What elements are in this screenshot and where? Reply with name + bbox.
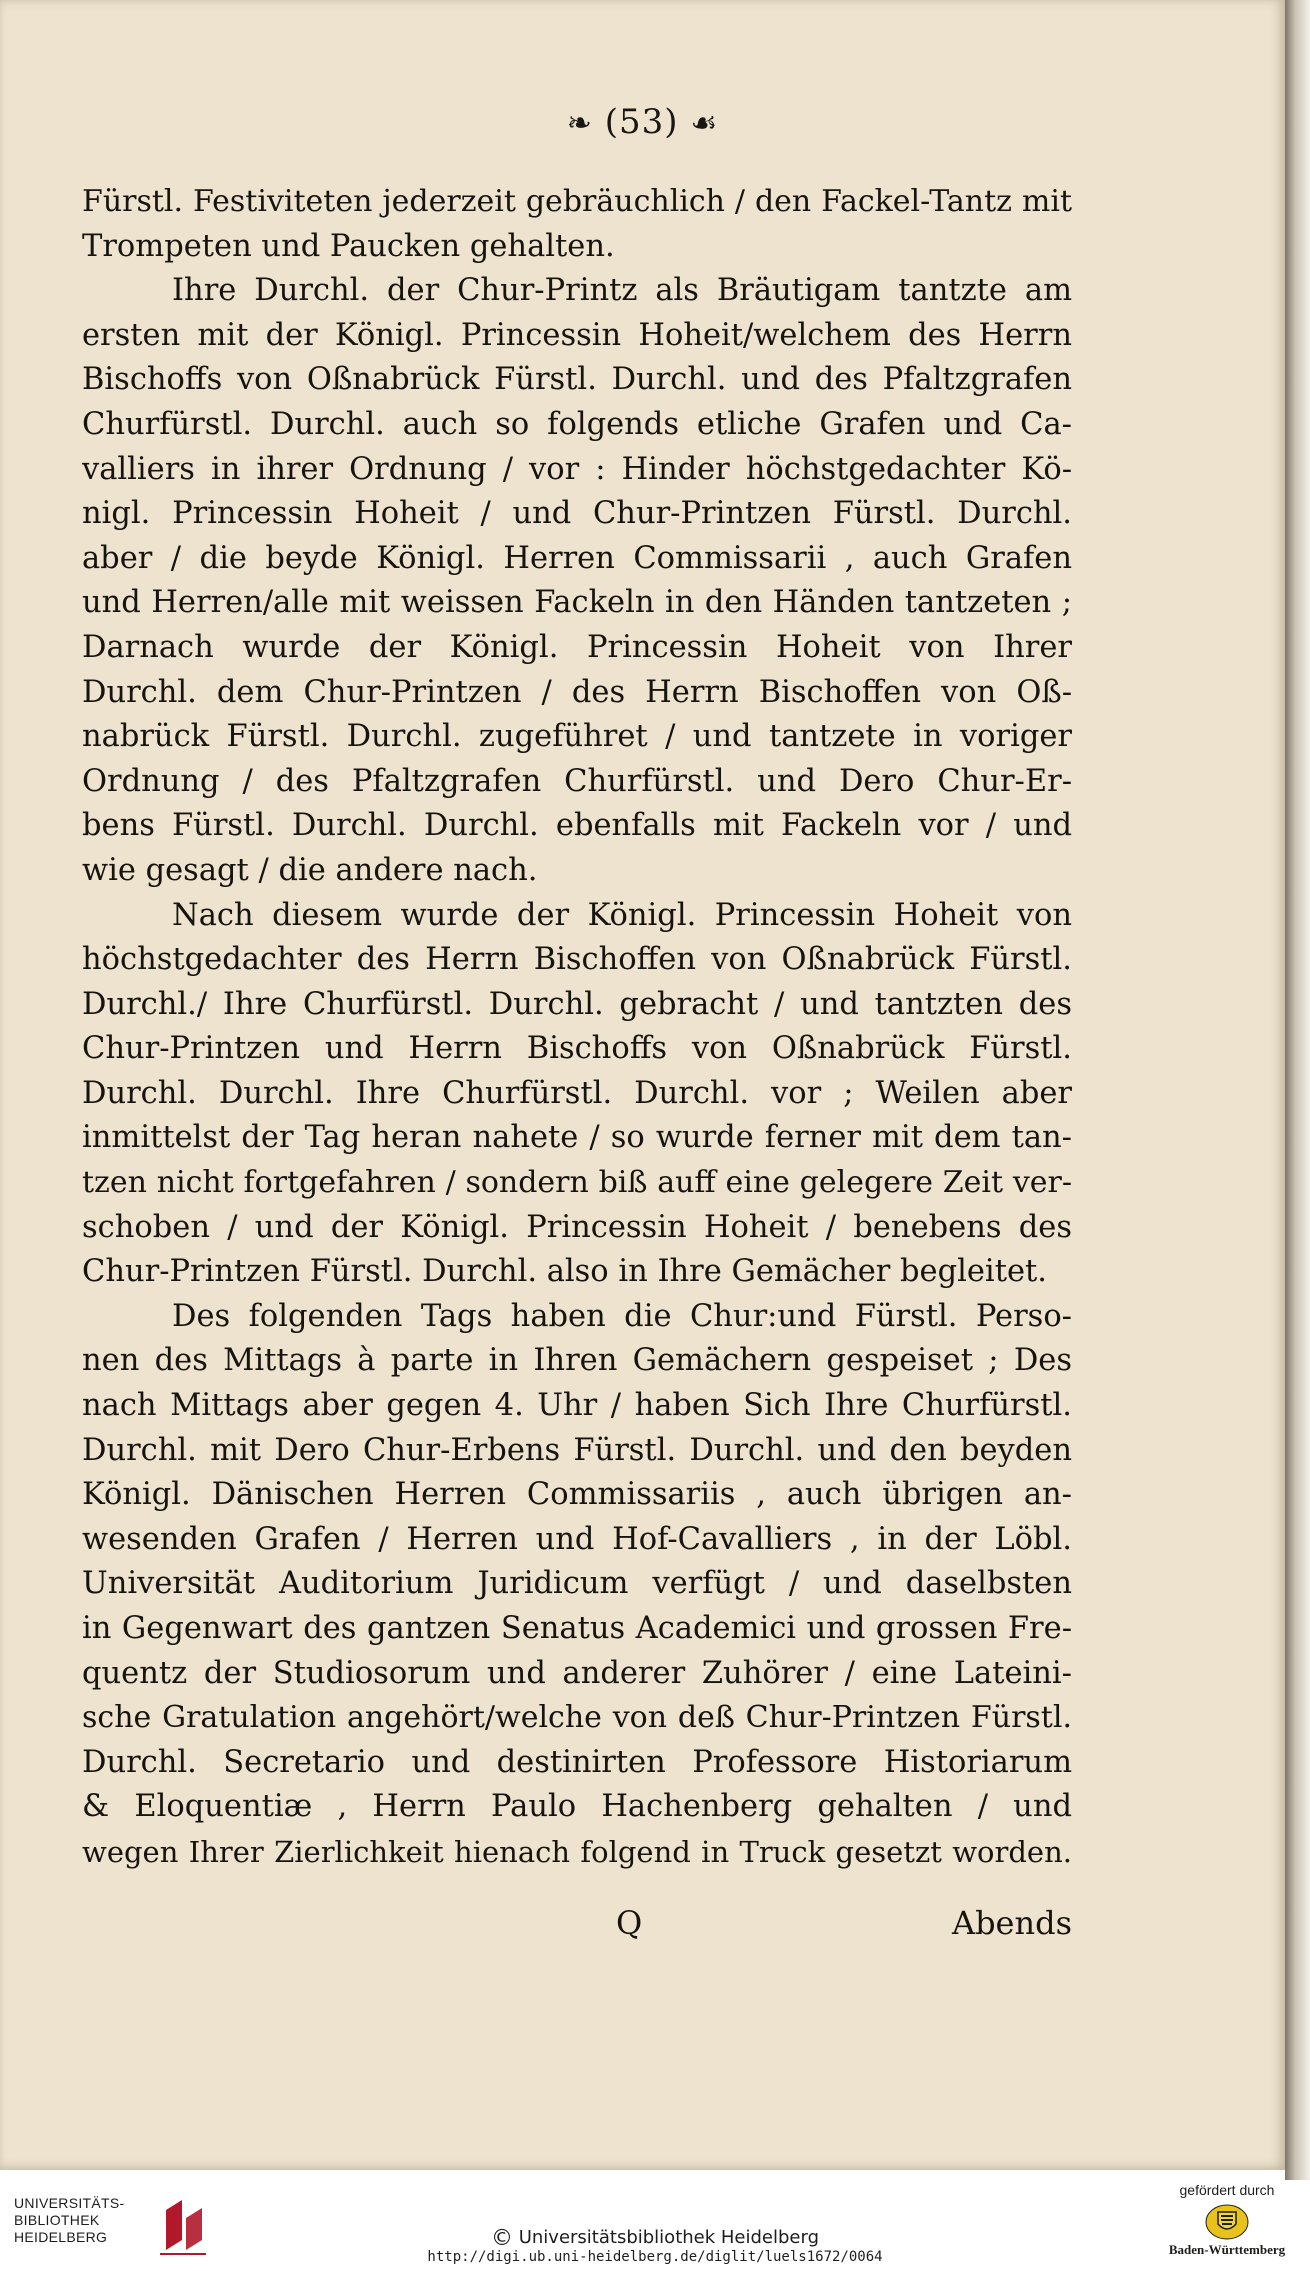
text-line: Des folgenden Tags haben die Chur:und Fürstl. Perso- bbox=[172, 1298, 1072, 1334]
permalink-url[interactable]: http://digi.ub.uni-heidelberg.de/diglit/luels1672/0064 bbox=[427, 2249, 883, 2265]
text-line: aber / die beyde Königl. Herren Commissarii , auch Grafen bbox=[82, 540, 1072, 576]
page-header bbox=[0, 102, 1285, 142]
text-line: ersten mit der Königl. Princessin Hoheit/welchem des Herrn bbox=[82, 317, 1072, 353]
text-line: nach Mittags aber gegen 4. Uhr / haben Sich Ihre Churfürstl. bbox=[82, 1388, 1072, 1424]
catchline bbox=[82, 1904, 1072, 1950]
text-line: Bischoffs von Oßnabrück Fürstl. Durchl. und des Pfaltzgrafen bbox=[82, 362, 1072, 398]
text-line: nen des Mittags à parte in Ihren Gemächern gespeiset ; Des bbox=[82, 1343, 1072, 1379]
text-line: Churfürstl. Durchl. auch so folgends etliche Grafen und Ca- bbox=[82, 406, 1072, 442]
state-coat-of-arms-icon bbox=[1205, 2204, 1249, 2240]
left-ornament-icon: ❧ bbox=[566, 106, 593, 141]
text-line: Ihre Durchl. der Chur-Printz als Bräutigam tantzte am bbox=[172, 273, 1072, 309]
body-text bbox=[82, 180, 1072, 1875]
text-line: Darnach wurde der Königl. Princessin Hoheit von Ihrer bbox=[82, 629, 1072, 665]
text-line: Chur-Printzen Fürstl. Durchl. also in Ihre Gemächer begleitet. bbox=[82, 1254, 1047, 1290]
text-line: Durchl. Durchl. Ihre Churfürstl. Durchl. vor ; Weilen aber bbox=[82, 1075, 1072, 1111]
text-line: schoben / und der Königl. Princessin Hoheit / benebens des bbox=[82, 1209, 1072, 1245]
text-line: Königl. Dänischen Herren Commissariis , auch übrigen an- bbox=[82, 1477, 1072, 1513]
library-logo-line: HEIDELBERG bbox=[14, 2229, 108, 2245]
text-line: wegen Ihrer Zierlichkeit hienach folgend in Truck gesetzt worden. bbox=[82, 1834, 1072, 1869]
text-line: bens Fürstl. Durchl. Durchl. ebenfalls mit Fackeln vor / und bbox=[82, 808, 1072, 844]
text-line: Chur-Printzen und Herrn Bischoffs von Oßnabrück Fürstl. bbox=[82, 1031, 1072, 1067]
library-logo-line: BIBLIOTHEK bbox=[14, 2212, 100, 2228]
text-line: & Eloquentiæ , Herrn Paulo Hachenberg gehalten / und bbox=[82, 1789, 1072, 1825]
footer-bar bbox=[0, 2180, 1310, 2271]
catchword: Abends bbox=[951, 1904, 1072, 1942]
text-line: quentz der Studiosorum und anderer Zuhörer / eine Lateini- bbox=[82, 1655, 1072, 1691]
page-edge-shadow bbox=[1285, 0, 1310, 2180]
text-line: höchstgedachter des Herrn Bischoffen von Oßnabrück Fürstl. bbox=[82, 942, 1072, 978]
text-line: Universität Auditorium Juridicum verfügt / und daselbsten bbox=[82, 1566, 1072, 1602]
copyright-text: Universitätsbibliothek Heidelberg bbox=[518, 2227, 820, 2248]
funding-label: gefördert durch bbox=[1179, 2182, 1275, 2198]
text-line: wesenden Grafen / Herren und Hof-Cavalliers , in der Löbl. bbox=[82, 1521, 1072, 1557]
text-line: Durchl. dem Chur-Printzen / des Herrn Bischoffen von Oß- bbox=[82, 674, 1072, 710]
text-line: valliers in ihrer Ordnung / vor : Hinder höchstgedachter Kö- bbox=[82, 451, 1072, 487]
text-line: in Gegenwart des gantzen Senatus Academici und grossen Fre- bbox=[82, 1611, 1072, 1646]
text-line: Ordnung / des Pfaltzgrafen Churfürstl. und Dero Chur-Er- bbox=[82, 763, 1072, 799]
copyright-icon: © bbox=[490, 2226, 513, 2251]
text-line: und Herren/alle mit weissen Fackeln in den Händen tantzeten ; bbox=[82, 585, 1072, 621]
funding-block bbox=[1152, 2180, 1302, 2258]
text-line: Durchl./ Ihre Churfürstl. Durchl. gebracht / und tantzten des bbox=[82, 986, 1072, 1022]
text-line: sche Gratulation angehört/welche von deß Chur-Printzen Fürstl. bbox=[82, 1700, 1072, 1736]
text-line: Durchl. mit Dero Chur-Erbens Fürstl. Durchl. und den beyden bbox=[82, 1432, 1072, 1468]
right-ornament-icon: ☙ bbox=[690, 106, 719, 141]
funding-state: Baden-Württemberg bbox=[1168, 2242, 1286, 2257]
copyright-line bbox=[0, 2226, 1310, 2251]
signature-mark: Q bbox=[616, 1904, 643, 1942]
text-line: wie gesagt / die andere nach. bbox=[82, 852, 538, 888]
text-line: inmittelst der Tag heran nahete / so wurde ferner mit dem tan- bbox=[82, 1120, 1072, 1156]
text-line: Trompeten und Paucken gehalten. bbox=[82, 228, 615, 264]
text-line: Fürstl. Festiviteten jederzeit gebräuchlich / den Fackel-Tantz mit bbox=[82, 184, 1072, 219]
library-logo-line: UNIVERSITÄTS- bbox=[14, 2195, 125, 2211]
text-line: nabrück Fürstl. Durchl. zugeführet / und tantzete in voriger bbox=[82, 719, 1072, 755]
text-line: Nach diesem wurde der Königl. Princessin Hoheit von bbox=[172, 897, 1072, 933]
text-line: tzen nicht fortgefahren / sondern biß auff eine gelegere Zeit ver- bbox=[82, 1165, 1072, 1201]
page-number: (53) bbox=[604, 102, 679, 142]
text-line: nigl. Princessin Hoheit / und Chur-Printzen Fürstl. Durchl. bbox=[82, 496, 1072, 532]
text-line: Durchl. Secretario und destinirten Professore Historiarum bbox=[82, 1744, 1072, 1780]
